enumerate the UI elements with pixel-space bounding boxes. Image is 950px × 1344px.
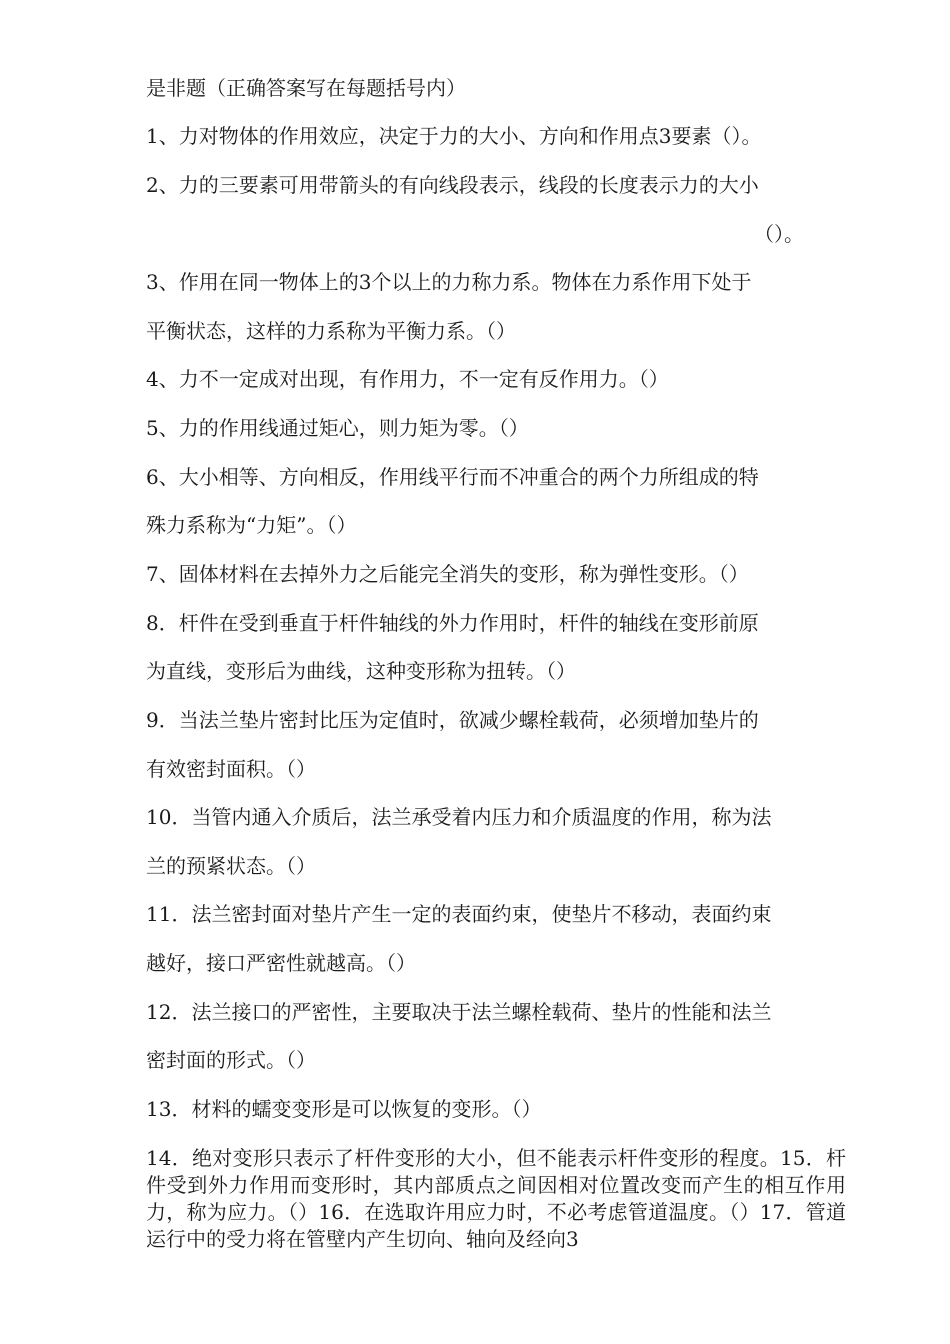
question-line: 1、力对物体的作用效应，决定于力的大小、方向和作用点3要素（）。 — [146, 124, 762, 148]
question-line: 11．法兰密封面对垫片产生一定的表面约束，使垫片不移动，表面约束 — [146, 902, 772, 926]
question-line: 7、固体材料在去掉外力之后能完全消失的变形，称为弹性变形。（） — [146, 562, 749, 586]
question-line: 平衡状态，这样的力系称为平衡力系。（） — [146, 319, 516, 343]
question-line: 6、大小相等、方向相反，作用线平行而不冲重合的两个力所组成的特 — [146, 465, 759, 489]
dense-paragraph: 14．绝对变形只表示了杆件变形的大小，但不能表示杆件变形的程度。15．杆件受到外力作用而变形时，其内部质点之间因相对位置改变而产生的相互作用力，称为应力。（）16．在选取许用应力时，不必考虑管道温度。（）17．管道运行中的受力将在管壁内产生切向、轴向及经向3 — [146, 1146, 846, 1251]
answer-blank-line: （）。 — [754, 222, 804, 246]
question-line: 5、力的作用线通过矩心，则力矩为零。（） — [146, 416, 529, 440]
question-line: 13．材料的蠕变变形是可以恢复的变形。（） — [146, 1097, 542, 1121]
question-line: 兰的预紧状态。（） — [146, 854, 316, 878]
question-line: 殊力系称为“力矩”。（） — [146, 513, 357, 537]
question-line: 10．当管内通入介质后，法兰承受着内压力和介质温度的作用，称为法 — [146, 805, 772, 829]
question-line: 越好，接口严密性就越高。（） — [146, 951, 416, 975]
question-line: 有效密封面积。（） — [146, 757, 316, 781]
question-line: 3、作用在同一物体上的3个以上的力称力系。物体在力系作用下处于 — [146, 270, 752, 294]
question-line: 为直线，变形后为曲线，这种变形称为扭转。（） — [146, 659, 576, 683]
question-line: 密封面的形式。（） — [146, 1048, 316, 1072]
question-line: 8．杆件在受到垂直于杆件轴线的外力作用时，杆件的轴线在变形前原 — [146, 611, 759, 635]
question-line: 4、力不一定成对出现，有作用力，不一定有反作用力。（） — [146, 367, 669, 391]
section-heading: 是非题（正确答案写在每题括号内） — [146, 76, 466, 100]
question-line: 2、力的三要素可用带箭头的有向线段表示，线段的长度表示力的大小 — [146, 173, 759, 197]
question-line: 9．当法兰垫片密封比压为定值时，欲减少螺栓载荷，必须增加垫片的 — [146, 708, 759, 732]
question-line: 12．法兰接口的严密性，主要取决于法兰螺栓载荷、垫片的性能和法兰 — [146, 1000, 772, 1024]
